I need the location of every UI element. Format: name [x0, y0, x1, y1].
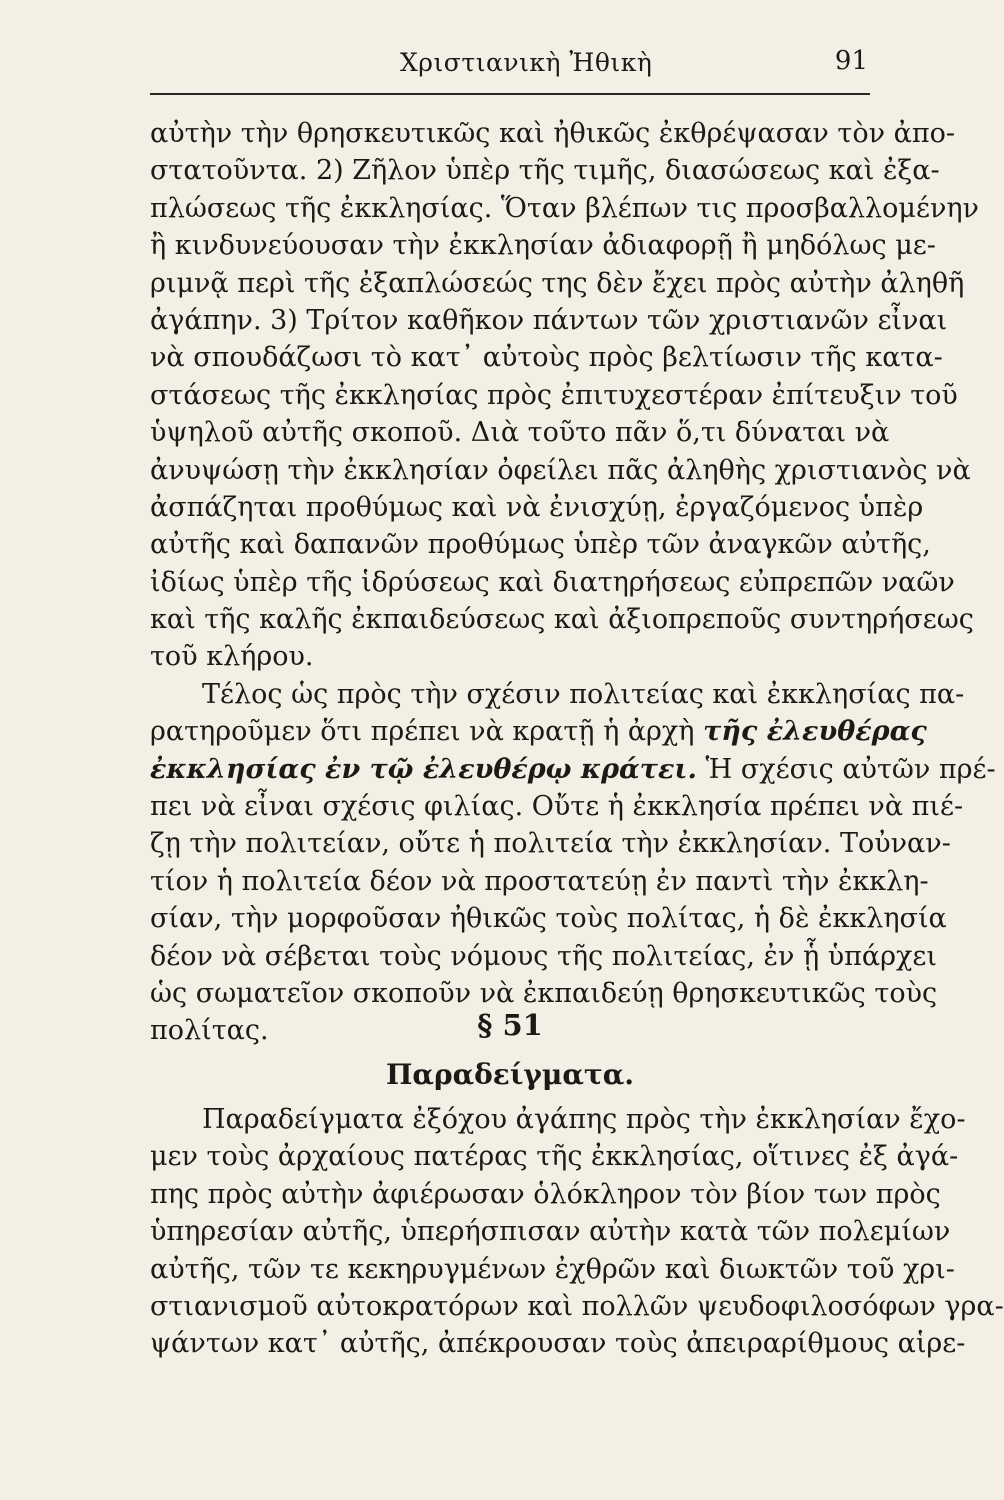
text-line: πολίτας.	[150, 1015, 269, 1047]
text-line: τοῦ κλήρου.	[150, 641, 314, 673]
header-rule	[150, 93, 870, 95]
text-line: ὡς σωματεῖον σκοποῦν νὰ ἐκπαιδεύῃ θρησκευτικῶς τοὺς	[150, 977, 938, 1009]
text-line: ἀνυψώσῃ τὴν ἐκκλησίαν ὀφείλει πᾶς ἀληθὴς χριστιανὸς νὰ	[150, 454, 971, 486]
text-line: ριμνᾷ περὶ τῆς ἐξαπλώσεώς της δὲν ἔχει πρὸς αὐτὴν ἀληθῆ	[150, 267, 965, 299]
text-line: ψάντων κατ᾽ αὐτῆς, ἀπέκρουσαν τοὺς ἀπειραρίθμους αἱρε-	[150, 1328, 966, 1360]
text-line: αὐτῆς, τῶν τε κεκηρυγμένων ἐχθρῶν καὶ διωκτῶν τοῦ χρι-	[150, 1253, 955, 1285]
text-line: μεν τοὺς ἀρχαίους πατέρας τῆς ἐκκλησίας, οἵτινες ἐξ ἀγά-	[150, 1141, 959, 1173]
emphasis-text: τῆς ἐλευθέρας	[703, 716, 927, 748]
emphasis-text: ἐκκλησίας ἐν τῷ ἐλευθέρῳ κράτει.	[150, 753, 697, 785]
text-line: στάσεως τῆς ἐκκλησίας πρὸς ἐπιτυχεστέραν ἐπίτευξιν τοῦ	[150, 379, 958, 411]
section-number: § 51	[477, 1008, 543, 1042]
text-line: πλώσεως τῆς ἐκκλησίας. Ὅταν βλέπων τις προσβαλλομένην	[150, 192, 979, 224]
body-text-section	[150, 1101, 1004, 1363]
text-line: πης πρὸς αὐτὴν ἀφιέρωσαν ὁλόκληρον τὸν βίον των πρὸς	[150, 1178, 941, 1210]
text-run: Ἡ σχέσις αὐτῶν πρέ-	[705, 753, 996, 785]
text-line: σίαν, τὴν μορφοῦσαν ἠθικῶς τοὺς πολίτας, ἡ δὲ ἐκκλησία	[150, 903, 947, 935]
text-line	[150, 751, 996, 788]
text-line: καὶ τῆς καλῆς ἐκπαιδεύσεως καὶ ἀξιοπρεποῦς συντηρήσεως	[150, 604, 974, 636]
running-header	[150, 42, 870, 82]
text-line: αὐτὴν τὴν θρησκευτικῶς καὶ ἠθικῶς ἐκθρέψασαν τὸν ἀπο-	[150, 118, 955, 149]
text-line: ἀγάπην. 3) Τρίτον καθῆκον πάντων τῶν χριστιανῶν εἶναι	[150, 304, 948, 336]
section-heading: Παραδείγματα.	[385, 1058, 635, 1091]
text-line: ἰδίως ὑπὲρ τῆς ἱδρύσεως καὶ διατηρήσεως εὐπρεπῶν ναῶν	[150, 566, 955, 598]
text-line: δέον νὰ σέβεται τοὺς νόμους τῆς πολιτείας, ἐν ᾗ ὑπάρχει	[150, 940, 937, 972]
text-line: ὑπηρεσίαν αὐτῆς, ὑπερήσπισαν αὐτὴν κατὰ τῶν πολεμίων	[150, 1216, 951, 1248]
text-line: τίον ἡ πολιτεία δέον νὰ προστατεύῃ ἐν παντὶ τὴν ἐκκλη-	[150, 865, 929, 897]
text-line: πει νὰ εἶναι σχέσις φιλίας. Οὔτε ἡ ἐκκλησία πρέπει νὰ πιέ-	[150, 791, 964, 823]
body-text	[150, 115, 996, 1050]
text-line: Παραδείγματα ἐξόχου ἀγάπης πρὸς τὴν ἐκκλησίαν ἔχο-	[202, 1104, 966, 1135]
page-number: 91	[834, 46, 868, 76]
text-line: αὐτῆς καὶ δαπανῶν προθύμως ὑπὲρ τῶν ἀναγκῶν αὐτῆς,	[150, 529, 931, 561]
text-line: ἀσπάζηται προθύμως καὶ νὰ ἐνισχύῃ, ἐργαζόμενος ὑπὲρ	[150, 491, 924, 523]
text-line: ἢ κινδυνεύουσαν τὴν ἐκκλησίαν ἀδιαφορῇ ἢ μηδόλως με-	[150, 230, 936, 262]
text-line: νὰ σπουδάζωσι τὸ κατ᾽ αὐτοὺς πρὸς βελτίωσιν τῆς κατα-	[150, 342, 943, 374]
text-line: ζῃ τὴν πολιτείαν, οὔτε ἡ πολιτεία τὴν ἐκκλησίαν. Τοὐναν-	[150, 828, 951, 860]
running-title: Χριστιανικὴ Ἠθικὴ	[400, 48, 653, 77]
text-line	[150, 713, 927, 750]
text-line: στατοῦντα. 2) Ζῆλον ὑπὲρ τῆς τιμῆς, διασώσεως καὶ ἐξα-	[150, 155, 940, 187]
text-line: στιανισμοῦ αὐτοκρατόρων καὶ πολλῶν ψευδοφιλοσόφων γρα-	[150, 1290, 1004, 1322]
text-line: Τέλος ὡς πρὸς τὴν σχέσιν πολιτείας καὶ ἐκκλησίας πα-	[202, 678, 965, 710]
text-line: ὑψηλοῦ αὐτῆς σκοποῦ. Διὰ τοῦτο πᾶν ὅ,τι δύναται νὰ	[150, 417, 890, 449]
text-run: ρατηροῦμεν ὅτι πρέπει νὰ κρατῇ ἡ ἀρχὴ	[150, 716, 695, 748]
